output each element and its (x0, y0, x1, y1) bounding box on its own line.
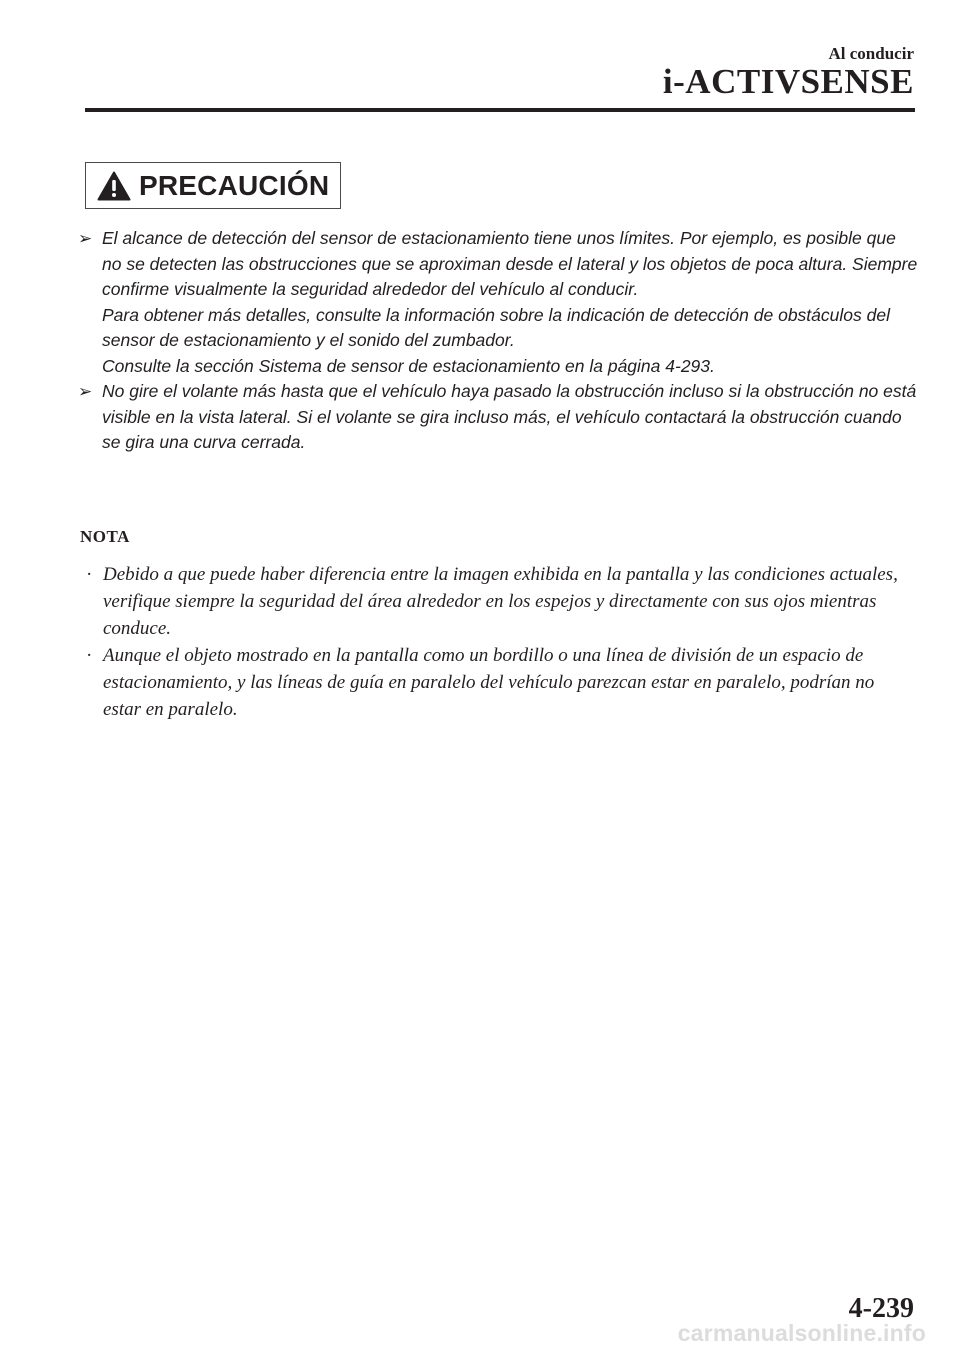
caution-list (78, 226, 918, 456)
nota-text: Debido a que puede haber diferencia entre la imagen exhibida en la pantalla y las condiciones actuales, verifique siempre la seguridad del área alrededor en los espejos y directamente con sus ojos mientras conduce. (103, 564, 898, 639)
nota-item (86, 561, 916, 642)
nota-heading: NOTA (80, 527, 130, 546)
nota-text: Aunque el objeto mostrado en la pantalla como un bordillo o una línea de división de un espacio de estacionamiento, y las líneas de guía en paralelo del vehículo parezcan estar en paralelo, podrían no estar en paralelo. (103, 645, 875, 720)
caution-text (102, 226, 918, 379)
watermark: carmanualsonline.info (677, 1320, 926, 1346)
dot-bullet-icon: · (86, 564, 93, 585)
caution-paragraph: Consulte la sección Sistema de sensor de estacionamiento en la página 4-293. (102, 355, 715, 376)
header-title: i-ACTIVSENSE (662, 62, 914, 101)
caution-item (78, 379, 918, 456)
caution-item (78, 226, 918, 379)
arrow-bullet-icon: ➢ (78, 382, 93, 401)
caution-paragraph: El alcance de detección del sensor de estacionamiento tiene unos límites. Por ejemplo, es posible que no se detecten las obstrucciones que se aproximan desde el lateral y los objetos de poca altura. Siempre confirme visualmente la seguridad alrededor del vehículo al conducir. (102, 228, 918, 299)
header-section-label: Al conducir (828, 44, 914, 63)
caution-text (102, 379, 918, 456)
nota-item (86, 642, 916, 723)
nota-list (86, 561, 916, 723)
page-number: 4-239 (848, 1293, 914, 1324)
dot-bullet-icon: · (86, 645, 93, 666)
caution-title: PRECAUCIÓN (139, 169, 330, 201)
header-rule (85, 108, 915, 112)
caution-paragraph: No gire el volante más hasta que el vehículo haya pasado la obstrucción incluso si la obstrucción no está visible en la vista lateral. Si el volante se gira incluso más, el vehículo contactará la obstrucción cuando se gira una curva cerrada. (102, 381, 917, 452)
caution-paragraph: Para obtener más detalles, consulte la información sobre la indicación de detección de obstáculos del sensor de estacionamiento y el sonido del zumbador. (102, 304, 890, 350)
caution-box (85, 162, 341, 209)
warning-triangle-icon (97, 171, 131, 201)
arrow-bullet-icon: ➢ (78, 229, 93, 248)
